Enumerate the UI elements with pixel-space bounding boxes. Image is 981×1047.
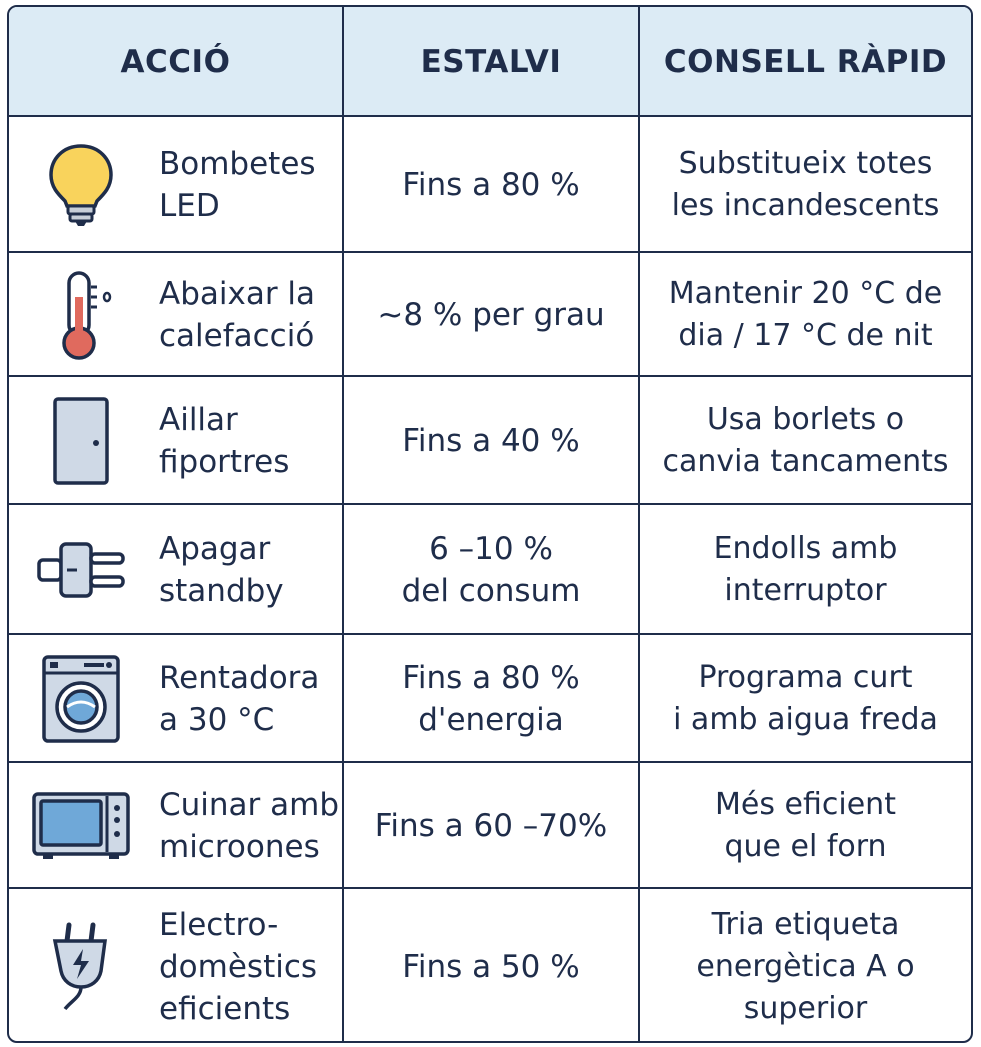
action-cell (9, 253, 344, 377)
action-cell (9, 635, 344, 763)
header-cell-action (9, 7, 344, 117)
tip-text: Tria etiqueta energètica A o superior (696, 907, 915, 1026)
lightbulb-icon (31, 135, 131, 235)
tip-cell (640, 763, 971, 889)
action-label: Electro- domèstics eficients (159, 907, 318, 1027)
saving-value: Fins a 50 % (402, 949, 580, 985)
table-row (9, 761, 971, 889)
saving-value: Fins a 40 % (402, 423, 580, 459)
action-cell (9, 505, 344, 635)
energy-plug-icon (31, 917, 131, 1017)
action-label: Apagar standby (159, 531, 284, 609)
thermometer-icon (31, 265, 131, 365)
action-cell (9, 763, 344, 889)
header-cell-tip (640, 7, 971, 117)
header-action: ACCIÓ (120, 44, 231, 80)
action-label: Aillar fiportres (159, 402, 290, 480)
action-cell (9, 117, 344, 253)
header-row (9, 7, 971, 117)
saving-value: Fins a 80 % d'energia (402, 660, 580, 738)
plug-icon (31, 520, 131, 620)
tip-cell (640, 635, 971, 763)
saving-cell (344, 117, 640, 253)
tip-cell (640, 253, 971, 377)
header-tip: CONSELL RÀPID (663, 44, 948, 80)
tip-text: Usa borlets o canvia tancaments (662, 402, 949, 479)
tip-text: Més eficient que el forn (715, 787, 896, 864)
action-label: Cuinar amb microones (159, 787, 340, 865)
tip-cell (640, 505, 971, 635)
header-cell-saving (344, 7, 640, 117)
action-cell (9, 377, 344, 505)
door-icon (31, 391, 131, 491)
saving-value: Fins a 80 % (402, 167, 580, 203)
saving-cell (344, 377, 640, 505)
header-saving: ESTALVI (420, 44, 562, 80)
saving-cell (344, 505, 640, 635)
saving-cell (344, 253, 640, 377)
tip-cell (640, 117, 971, 253)
saving-value: Fins a 60 –70% (374, 808, 608, 844)
saving-value: 6 –10 % del consum (401, 531, 581, 609)
table-row (9, 251, 971, 377)
tip-cell (640, 889, 971, 1043)
washing-machine-icon (31, 649, 131, 749)
action-label: Rentadora a 30 °C (159, 660, 320, 738)
tip-text: Substitueix totes les incandescents (671, 146, 940, 223)
tip-text: Mantenir 20 °C de dia / 17 °C de nit (668, 276, 943, 353)
saving-cell (344, 635, 640, 763)
tip-cell (640, 377, 971, 505)
saving-cell (344, 763, 640, 889)
table-row (9, 887, 971, 1043)
action-label: Abaixar la calefacció (159, 276, 316, 354)
table-row (9, 115, 971, 253)
table-row (9, 375, 971, 505)
saving-value: ~8 % per grau (377, 297, 605, 333)
action-label: Bombetes LED (159, 146, 316, 224)
tip-text: Endolls amb interruptor (713, 531, 898, 608)
microwave-icon (31, 776, 131, 876)
tip-text: Programa curt i amb aigua freda (673, 660, 938, 737)
table-row (9, 503, 971, 635)
action-cell (9, 889, 344, 1043)
saving-cell (344, 889, 640, 1043)
energy-savings-table (7, 5, 973, 1043)
table-row (9, 633, 971, 763)
